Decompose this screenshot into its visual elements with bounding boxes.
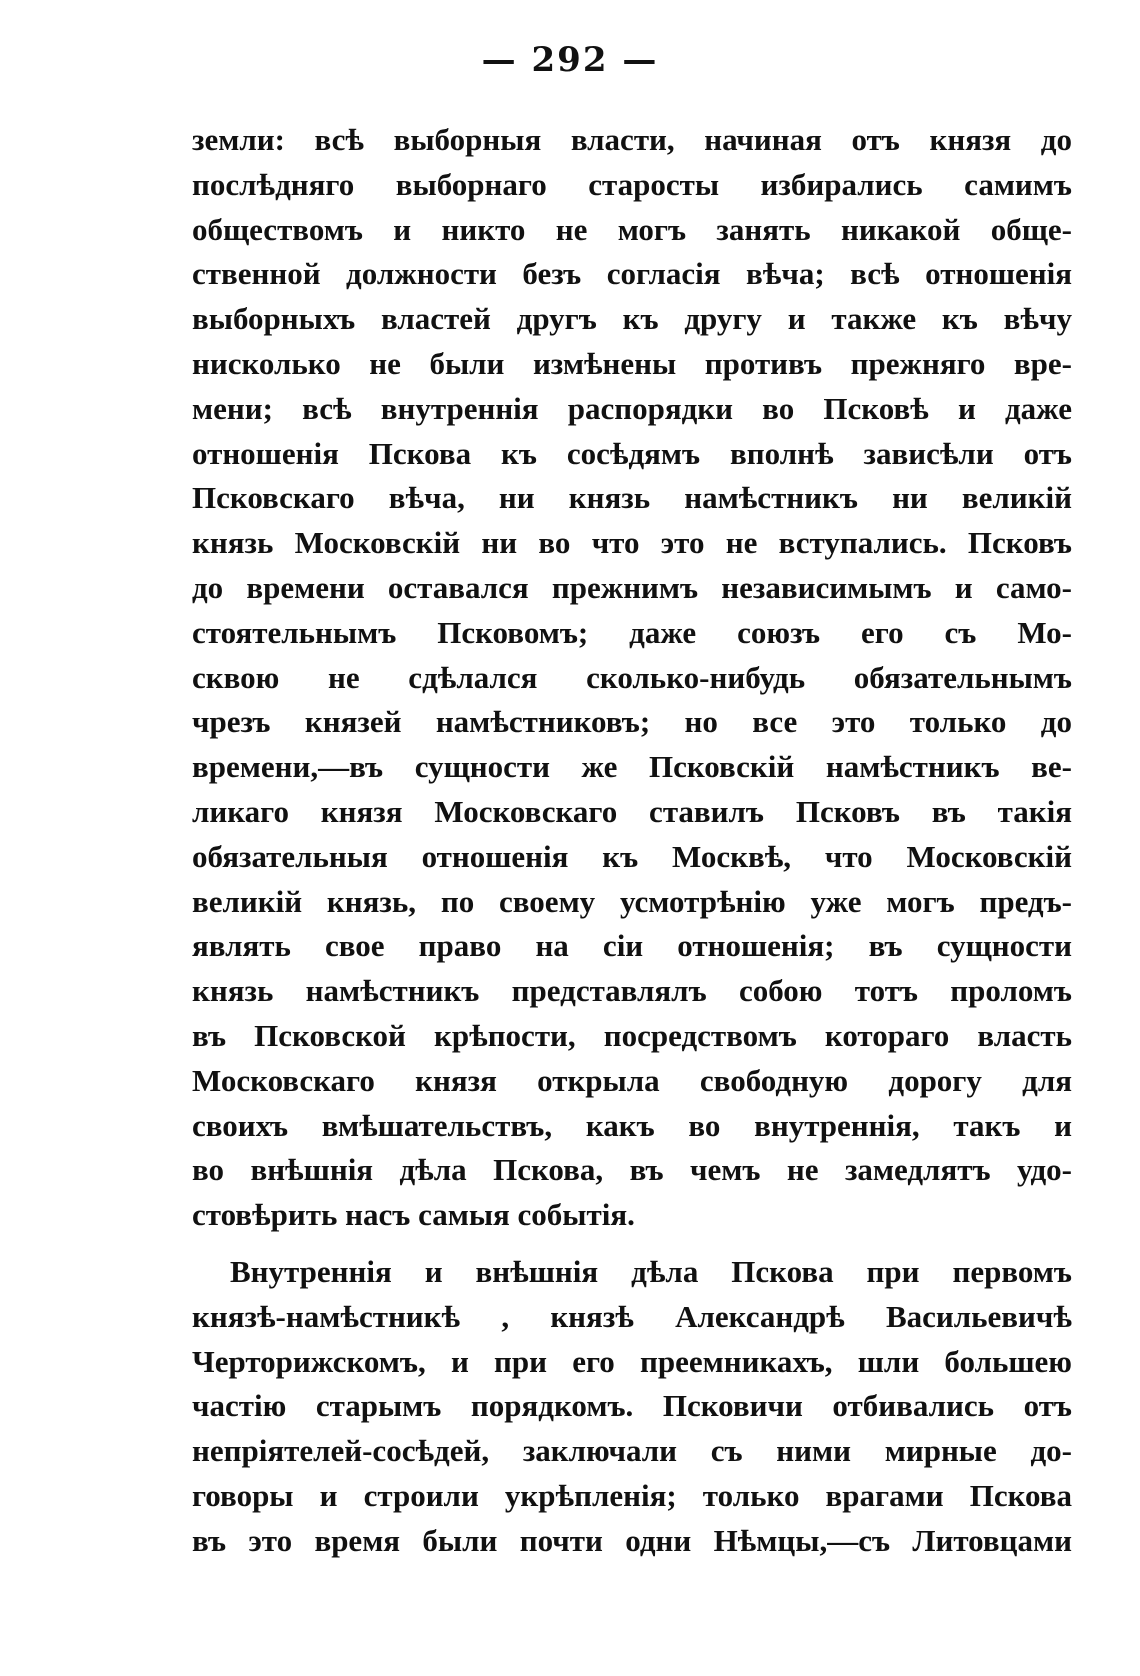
text-line: обществомъ и никто не могъ занять никакой обще-: [192, 211, 1072, 247]
text-line: Черторижскомъ, и при его преемникахъ, шли большею: [192, 1343, 1072, 1379]
text-line: послѣдняго выборнаго старосты избирались самимъ: [192, 166, 1072, 202]
text-line: выборныхъ властей другъ къ другу и также къ вѣчу: [192, 301, 1072, 337]
text-line: чрезъ князей намѣстниковъ; но все это только до: [192, 704, 1072, 740]
text-line: въ Псковской крѣпости, посредствомъ котораго власть: [192, 1017, 1072, 1053]
paragraph-gap: [192, 1238, 1072, 1250]
text-line: говоры и строили укрѣпленія; только врагами Пскова: [192, 1477, 1072, 1513]
text-line: мени; всѣ внутреннія распорядки во Псковѣ и даже: [192, 390, 1072, 426]
text-line: стовѣрить насъ самыя событія.: [192, 1197, 635, 1233]
text-line: князѣ-намѣстникѣ , князѣ Александрѣ Васильевичѣ: [192, 1298, 1072, 1334]
text-line: до времени оставался прежнимъ независимымъ и само-: [192, 569, 1072, 605]
text-line: непріятелей-сосѣдей, заключали съ ними мирные до-: [192, 1433, 1072, 1469]
text-line: Московскаго князя открыла свободную дорогу для: [192, 1062, 1072, 1098]
text-line: отношенія Пскова къ сосѣдямъ вполнѣ зависѣли отъ: [192, 435, 1072, 471]
text-line: князь Московскій ни во что это не вступались. Псковъ: [192, 525, 1072, 561]
text-line: ственной должности безъ согласія вѣча; всѣ отношенія: [192, 256, 1072, 292]
text-line: сквою не сдѣлался сколько-нибудь обязательнымъ: [192, 659, 1072, 695]
text-line: Внутреннія и внѣшнія дѣла Пскова при первомъ: [230, 1253, 1072, 1289]
text-line: ликаго князя Московскаго ставилъ Псковъ въ такія: [192, 793, 1072, 829]
text-line: земли: всѣ выборныя власти, начиная отъ князя до: [192, 122, 1072, 157]
paragraph-2: [192, 1250, 1072, 1564]
page-number: — 292 —: [481, 40, 659, 80]
text-line: Псковскаго вѣча, ни князь намѣстникъ ни великій: [192, 480, 1072, 516]
text-line: своихъ вмѣшательствъ, какъ во внутреннія, такъ и: [192, 1107, 1072, 1143]
paragraph-1: [192, 118, 1072, 1238]
text-line: обязательныя отношенія къ Москвѣ, что Московскій: [192, 838, 1072, 874]
text-line: являть свое право на сіи отношенія; въ сущности: [192, 928, 1072, 964]
text-line: стоятельнымъ Псковомъ; даже союзъ его съ Мо-: [192, 614, 1072, 650]
text-line: времени,—въ сущности же Псковскій намѣстникъ ве-: [192, 749, 1072, 785]
text-line: частію старымъ порядкомъ. Псковичи отбивались отъ: [192, 1388, 1072, 1424]
text-line: въ это время были почти одни Нѣмцы,—съ Литовцами: [192, 1522, 1072, 1558]
text-line: великій князь, по своему усмотрѣнію уже могъ предъ-: [192, 883, 1072, 919]
body-text: [192, 118, 1072, 1564]
text-line: нисколько не были измѣнены противъ прежняго вре-: [192, 345, 1072, 381]
text-line: князь намѣстникъ представлялъ собою тотъ проломъ: [192, 973, 1072, 1009]
text-line: во внѣшнія дѣла Пскова, въ чемъ не замедлятъ удо-: [192, 1152, 1072, 1188]
